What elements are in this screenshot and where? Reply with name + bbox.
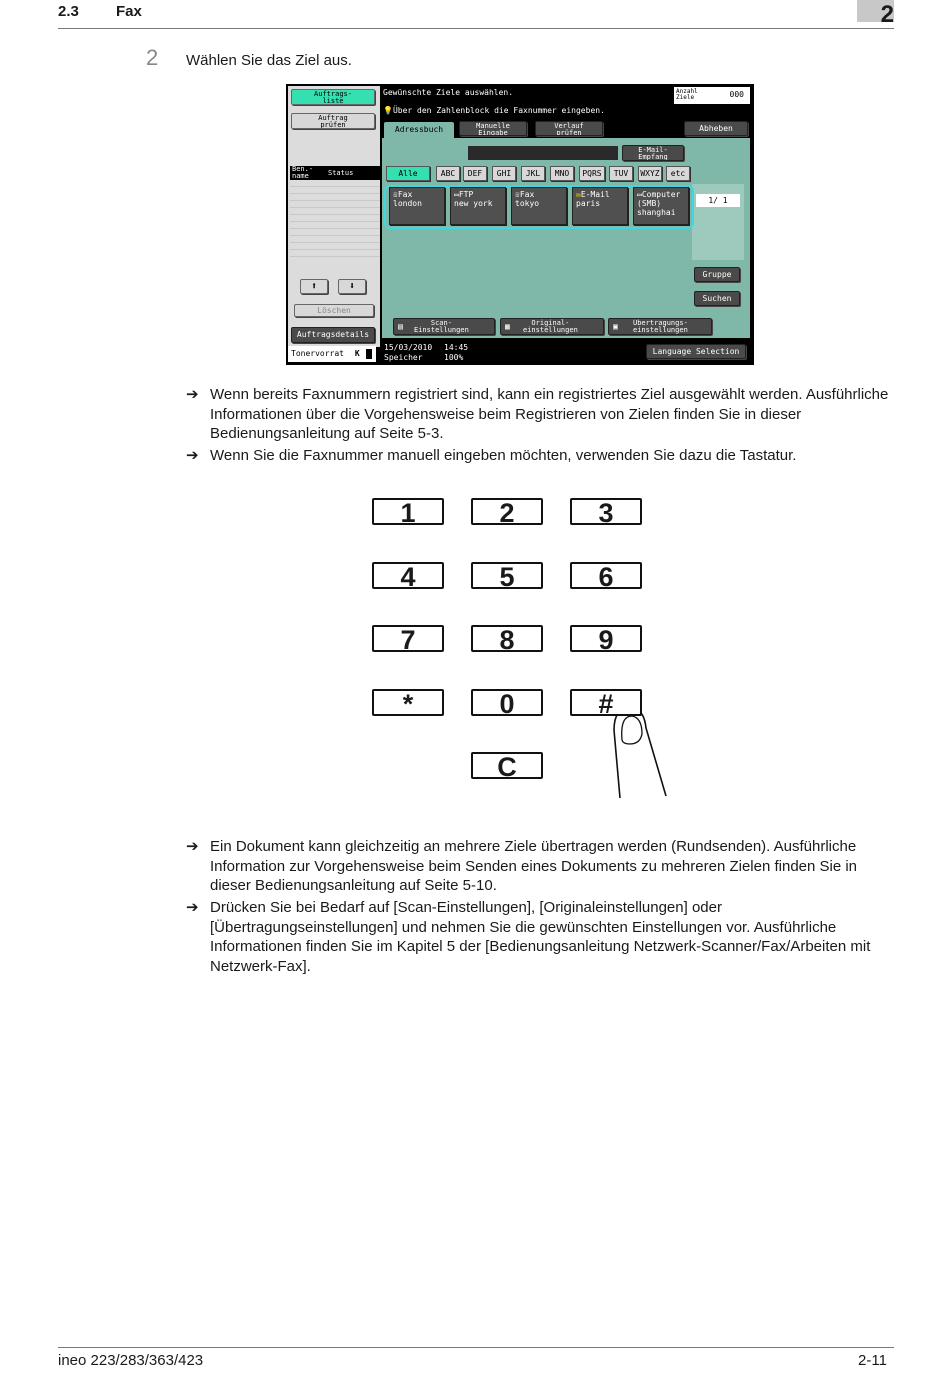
header-divider: [58, 28, 894, 29]
scan-settings-button[interactable]: [393, 318, 495, 335]
destination-name: paris: [576, 199, 601, 208]
destination-name: new york: [454, 199, 493, 208]
toner-level-bar: [366, 349, 372, 359]
transmission-icon: ▣: [613, 322, 618, 331]
index-tab-pqrs[interactable]: PQRS: [579, 166, 605, 181]
fax-icon: ☏: [393, 190, 398, 199]
email-receive-button[interactable]: E-Mail- Empfang: [622, 145, 684, 161]
date-display: 15/03/2010: [384, 343, 433, 352]
key-4: 4: [372, 562, 444, 589]
original-settings-label: Original- einstellungen: [523, 319, 578, 334]
chapter-number: 2: [880, 1, 894, 28]
time-display: 14:45: [444, 343, 469, 352]
destination-type: Fax: [519, 190, 535, 199]
index-tab-mno[interactable]: MNO: [550, 166, 574, 181]
key-1: 1: [372, 498, 444, 525]
destination-type: Fax: [397, 190, 413, 199]
destination-type: E-Mail: [580, 190, 610, 199]
destination-name: tokyo: [515, 199, 540, 208]
arrow-icon: ➔: [186, 447, 199, 464]
destination-name: shanghai: [637, 208, 676, 217]
key-3: 3: [570, 498, 642, 525]
key-asterisk: *: [372, 689, 444, 716]
key-5: 5: [471, 562, 543, 589]
job-details-button[interactable]: Auftragsdetails: [291, 327, 375, 343]
index-tab-alle[interactable]: Alle: [386, 166, 430, 181]
bullet-text: Drücken Sie bei Bedarf auf [Scan-Einstellungen], [Originaleinstellungen] oder [Übertragungseinstellungen] und nehmen Sie die gewünschten Einstellungen vor. Ausführliche Informationen finden Sie im Kapitel 5 der [Bedienungsanleitung Netzwerk-Scanner/Fax/Arbeiten mit Netzwerk-Fax].: [210, 899, 871, 975]
ftp-icon: ▭: [454, 190, 459, 199]
job-list-button[interactable]: Auftrags- liste: [291, 89, 375, 105]
destination-type: Computer (SMB): [637, 190, 681, 208]
bullet-text: Wenn bereits Faxnummern registriert sind, kann ein registriertes Ziel ausgewählt werden. Ausführliche Informationen über die Vorgehensweise beim Registrieren von Zielen finden Sie in dieser Bedienungsanleitung auf Seite 5-3.: [210, 386, 889, 442]
computer-icon: ▭: [637, 190, 642, 199]
step-number: 2: [146, 45, 159, 70]
destination-paris[interactable]: [572, 187, 628, 225]
footer-page-number: 2-11: [858, 1352, 887, 1369]
destination-count-value: 000: [729, 90, 744, 99]
memory-value: 100%: [444, 353, 464, 362]
footer-divider: [58, 1347, 894, 1348]
page-counter: 1/ 1: [696, 194, 740, 207]
key-7: 7: [372, 625, 444, 652]
destination-type: FTP: [458, 190, 474, 199]
footer-model: ineo 223/283/363/423: [58, 1352, 204, 1369]
language-selection-button[interactable]: Language Selection: [646, 344, 746, 359]
tab-history[interactable]: Verlauf prüfen: [535, 121, 603, 136]
scan-settings-label: Scan- Einstellungen: [414, 319, 469, 334]
index-tab-tuv[interactable]: TUV: [609, 166, 633, 181]
key-8: 8: [471, 625, 543, 652]
destination-name: london: [393, 199, 422, 208]
arrow-icon: ➔: [186, 386, 199, 403]
step-text: Wählen Sie das Ziel aus.: [186, 52, 352, 69]
job-list: [290, 180, 380, 260]
tab-manual-input[interactable]: Manuelle Eingabe: [459, 121, 527, 136]
column-status-header: Status: [328, 169, 354, 177]
key-hash: #: [570, 689, 642, 716]
transmission-settings-label: Übertragungs- einstellungen: [633, 319, 688, 334]
transmission-settings-button[interactable]: [608, 318, 712, 335]
key-0: 0: [471, 689, 543, 716]
email-icon: ✉: [576, 190, 581, 199]
hook-button[interactable]: Abheben: [684, 121, 748, 136]
toner-status: [288, 346, 376, 362]
original-settings-button[interactable]: [500, 318, 604, 335]
bullet-text: Wenn Sie die Faxnummer manuell eingeben möchten, verwenden Sie dazu die Tastatur.: [210, 447, 797, 464]
document-icon: ▦: [505, 322, 510, 331]
lightbulb-icon: 💡: [383, 106, 393, 115]
toner-label: Tonervorrat: [291, 349, 344, 358]
bullet-text: Ein Dokument kann gleichzeitig an mehrere Ziele übertragen werden (Rundsenden). Ausführliche Information zur Vorgehensweise beim Senden eines Dokuments zu mehreren Zielen finden Sie in dieser Bedienungsanleitung auf Seite 5-10.: [210, 838, 858, 894]
destination-count-label: Anzahl Ziele: [676, 88, 698, 101]
check-job-button[interactable]: Auftrag prüfen: [291, 113, 375, 129]
status-bar: [382, 341, 752, 363]
index-tab-def[interactable]: DEF: [463, 166, 487, 181]
index-tab-ghi[interactable]: GHI: [492, 166, 516, 181]
tab-addressbook[interactable]: Adressbuch: [384, 122, 454, 138]
control-panel-screen: [286, 84, 754, 365]
index-tab-jkl[interactable]: JKL: [521, 166, 545, 181]
section-title: Fax: [116, 3, 142, 20]
arrow-icon: ➔: [186, 899, 199, 916]
chapter-tab: [857, 0, 894, 28]
arrow-icon: ➔: [186, 838, 199, 855]
key-clear: C: [471, 752, 543, 779]
destination-count: [674, 87, 750, 104]
email-display-field: [468, 146, 618, 160]
hint-message: [383, 106, 605, 115]
column-name-header: Ben.- name: [292, 165, 314, 180]
index-tab-abc[interactable]: ABC: [436, 166, 460, 181]
hint-text: Über den Zahlenblock die Faxnummer eingeben.: [392, 106, 605, 115]
key-2: 2: [471, 498, 543, 525]
section-number: 2.3: [58, 3, 79, 20]
scanner-icon: ▤: [398, 322, 403, 331]
destination-tokyo[interactable]: [511, 187, 567, 225]
group-button[interactable]: Gruppe: [694, 267, 740, 282]
search-button[interactable]: Suchen: [694, 291, 740, 306]
index-tab-etc[interactable]: etc: [666, 166, 690, 181]
left-job-panel: [288, 86, 380, 347]
toner-color: K: [354, 349, 360, 358]
key-9: 9: [570, 625, 642, 652]
index-tab-wxyz[interactable]: WXYZ: [638, 166, 662, 181]
instruction-message: Gewünschte Ziele auswählen.: [383, 88, 514, 97]
destination-new-york[interactable]: [450, 187, 506, 225]
destination-london[interactable]: [389, 187, 445, 225]
scroll-down-button[interactable]: ⬇: [338, 279, 366, 294]
job-list-header: [290, 166, 380, 180]
fax-icon: ☏: [515, 190, 520, 199]
memory-label: Speicher: [384, 353, 423, 362]
destination-shanghai[interactable]: [633, 187, 689, 225]
key-6: 6: [570, 562, 642, 589]
delete-button[interactable]: Löschen: [294, 304, 374, 317]
scroll-up-button[interactable]: ⬆: [300, 279, 328, 294]
